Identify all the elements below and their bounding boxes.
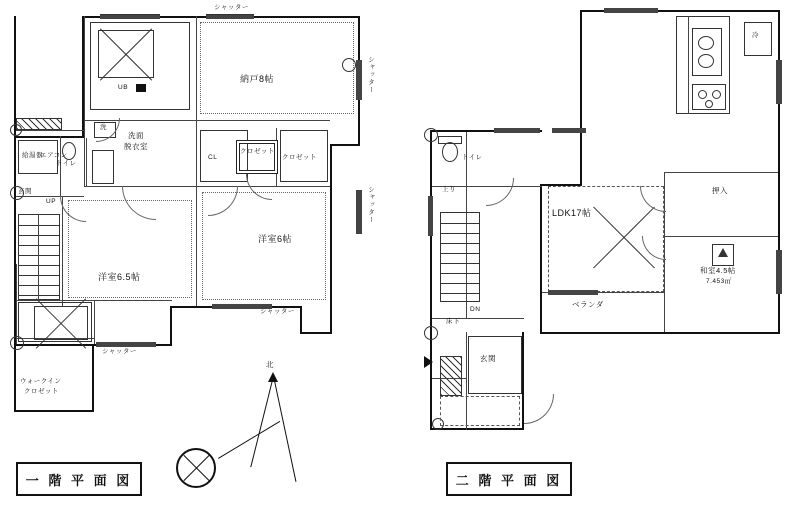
f1-wall <box>170 306 172 346</box>
room-label-yoshitsu6: 洋室6帖 <box>258 234 293 244</box>
f1-wall <box>330 144 360 146</box>
f2-wall <box>540 332 780 334</box>
label-yukashita: 床下 <box>446 318 460 325</box>
compass-ray <box>218 421 280 459</box>
label-dn: DN <box>470 306 481 313</box>
label-closet-inner: クロゼット <box>240 148 275 155</box>
room-label-nando: 納戸8帖 <box>240 74 275 84</box>
f1-inner-wall <box>196 16 197 120</box>
f1-inner-wall <box>62 196 63 306</box>
f2-entry-extension <box>440 396 520 426</box>
f1-ub-block <box>136 84 146 92</box>
label-wic-1: ウォークイン <box>20 378 62 385</box>
room-label-washitsu: 和室4.5帖 <box>700 266 736 275</box>
annotation-shutter: シャッター <box>102 348 137 355</box>
f1-door-swing <box>96 118 120 142</box>
label-agari: 上り <box>442 186 456 193</box>
f1-toilet-fixture <box>62 142 76 160</box>
f1-wall <box>14 410 94 412</box>
annotation-shutter: シャッター <box>367 56 374 94</box>
room-label-veranda: ベランダ <box>572 300 604 309</box>
compass-ray <box>273 376 296 482</box>
f1-hatch-top-left <box>16 118 62 130</box>
room-label-oshiire: 押入 <box>712 186 728 195</box>
f1-stairs-rail <box>38 214 39 300</box>
f1-stairs <box>18 214 60 300</box>
label-up: UP <box>46 198 57 205</box>
f2-toilet-fixture <box>442 142 458 162</box>
floor2-title-plate: 二 階 平 面 図 <box>446 462 572 496</box>
f2-window <box>776 250 782 294</box>
label-closet: クロゼット <box>282 154 317 161</box>
label-ub: UB <box>118 84 129 91</box>
compass-ray <box>250 376 274 467</box>
room-label-senmen-1: 洗面 <box>128 131 144 140</box>
label-genkan-up: 玄関 <box>18 188 32 195</box>
annotation-shutter: シャッター <box>214 4 249 11</box>
f2-inner-wall <box>664 172 778 173</box>
f2-genkan-box <box>468 336 522 394</box>
f2-window <box>428 196 433 236</box>
f2-inner-wall <box>664 236 778 237</box>
f1-wall <box>330 144 332 334</box>
label-kyuutouki: 給湯器 <box>22 152 43 159</box>
f2-kitchen-line <box>688 16 689 114</box>
f2-wall <box>580 10 582 186</box>
annotation-shutter: シャッター <box>260 308 295 315</box>
f1-marker <box>10 186 24 200</box>
f1-y65-outline <box>68 200 192 298</box>
f1-window <box>356 190 362 234</box>
label-aircon: エアコン <box>40 152 68 159</box>
room-label-yoshitsu65: 洋室6.5帖 <box>98 272 141 282</box>
f2-wall <box>430 130 432 430</box>
room-label-ldk: LDK17帖 <box>552 208 592 218</box>
f1-bath-fixture <box>98 30 154 78</box>
f2-window <box>604 8 658 13</box>
label-wic-2: クロゼット <box>24 388 59 395</box>
f2-burner <box>712 90 721 99</box>
label-toilet: トイレ <box>56 160 77 167</box>
f1-wall <box>300 306 302 334</box>
f1-inner-wall <box>84 16 85 120</box>
f2-sink-bowl <box>698 36 714 50</box>
f1-wall <box>14 344 16 412</box>
f1-wall <box>92 344 94 412</box>
f2-sink-bowl <box>698 54 714 68</box>
f2-window <box>776 60 782 104</box>
f1-nando-outline <box>200 22 354 114</box>
f1-cl-doors <box>236 140 278 174</box>
f1-inner-wall <box>84 120 330 121</box>
f1-inner-wall <box>86 138 87 186</box>
floor1-title-plate: 一 階 平 面 図 <box>16 462 142 496</box>
f2-washitsu-mark <box>718 248 728 257</box>
f2-window <box>548 290 598 295</box>
room-label-genkan: 玄関 <box>480 354 496 363</box>
f2-genkan-hatch <box>440 356 462 396</box>
f2-marker <box>424 326 438 340</box>
f1-marker <box>10 124 22 136</box>
f2-window <box>552 128 586 133</box>
f1-inner-wall <box>16 264 17 344</box>
f1-marker <box>342 58 356 72</box>
f2-wall <box>430 428 524 430</box>
f1-inner-wall <box>62 300 172 301</box>
label-sen: 洗 <box>100 124 107 131</box>
f2-door-swing <box>486 178 514 206</box>
compass-rose <box>176 448 216 488</box>
f2-entry-arrow <box>424 356 433 368</box>
f2-toilet-tank <box>438 136 462 144</box>
f1-inner-wall <box>16 130 84 131</box>
label-cl: CL <box>208 154 218 161</box>
f1-inner-wall <box>196 120 197 186</box>
label-toilet-f2: トイレ <box>462 154 483 161</box>
f1-marker <box>10 336 24 350</box>
f2-window <box>494 128 540 133</box>
f2-wall <box>540 184 542 334</box>
f1-window <box>96 342 156 347</box>
f1-door-swing <box>60 196 86 222</box>
f1-inner-wall <box>196 186 197 306</box>
f2-burner <box>705 100 713 108</box>
f2-marker <box>424 128 438 142</box>
f1-vanity <box>92 150 114 184</box>
room-sub-washitsu: 7.453㎡ <box>706 278 732 285</box>
f1-inner-wall <box>84 186 330 187</box>
room-label-senmen-2: 脱衣室 <box>124 142 148 151</box>
f2-stairs <box>440 212 480 302</box>
f1-inner-wall <box>94 300 95 344</box>
f1-wic-x <box>34 306 88 340</box>
f2-door-swing <box>524 394 554 424</box>
label-rei: 冷 <box>752 32 759 39</box>
compass-label: 北 <box>266 360 274 369</box>
f1-window <box>206 14 254 19</box>
annotation-shutter: シャッター <box>367 186 374 224</box>
f1-window <box>100 14 160 19</box>
f1-window <box>356 60 362 100</box>
f1-inner-wall <box>84 120 85 186</box>
f2-burner <box>698 90 707 99</box>
f1-wall <box>300 332 332 334</box>
f1-wall <box>14 136 84 138</box>
